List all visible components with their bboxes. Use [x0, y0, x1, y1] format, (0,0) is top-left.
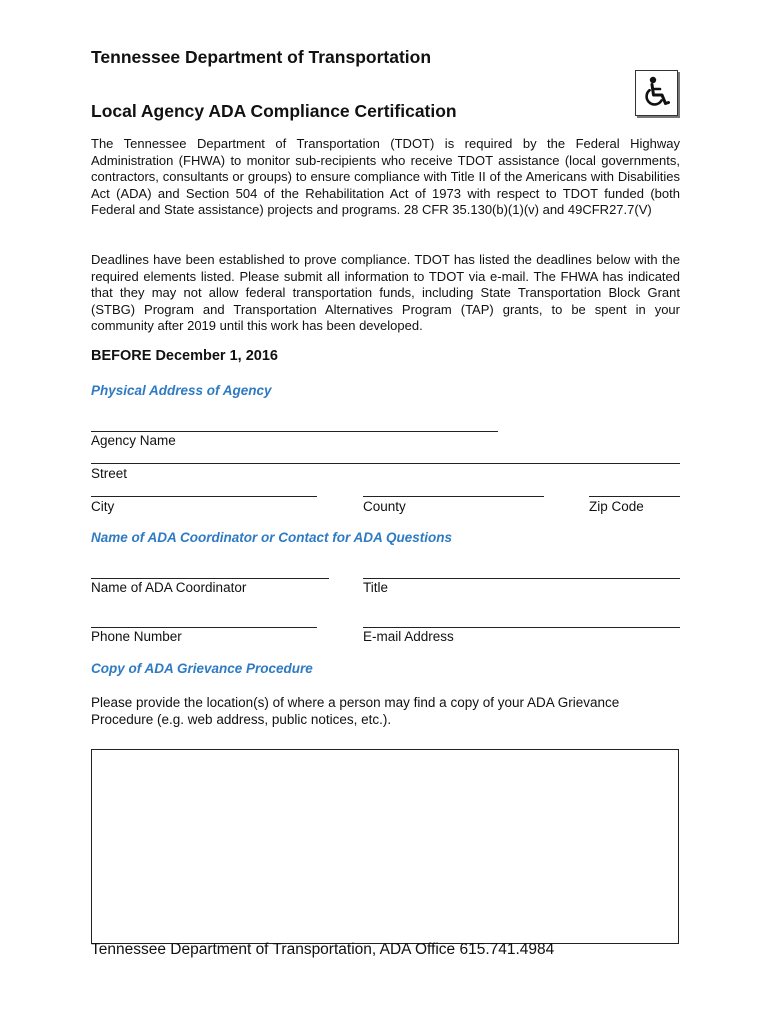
coordinator-section-title: Name of ADA Coordinator or Contact for ADA Questions: [91, 530, 453, 545]
zip-code-label: Zip Code: [589, 499, 644, 514]
coordinator-title-label: Title: [363, 580, 389, 595]
phone-number-field[interactable]: [91, 627, 317, 628]
intro-paragraph-1: The Tennessee Department of Transportation (TDOT) is required by the Federal Highway Administration (FHWA) to monitor sub-recipients who receive TDOT assistance (local governments, contractors, consultants or groups) to ensure compliance with Title II of the Americans with Disabilities Act (ADA) and Section 504 of the Rehabilitation Act of 1973 with respect to TDOT funded (both Federal and State assistance) projects and programs. 28 CFR 35.130(b)(1)(v) and 49CFR27.7(V): [91, 136, 680, 218]
grievance-location-textbox[interactable]: [91, 749, 679, 944]
form-title: Local Agency ADA Compliance Certification: [91, 101, 457, 121]
coordinator-name-field[interactable]: [91, 578, 329, 579]
wheelchair-accessibility-icon: [641, 76, 672, 110]
agency-name-label: Agency Name: [91, 433, 176, 448]
accessibility-logo: [635, 70, 678, 116]
footer-contact: Tennessee Department of Transportation, ADA Office 615.741.4984: [91, 941, 555, 958]
grievance-instructions: Please provide the location(s) of where a person may find a copy of your ADA Grievance Procedure (e.g. web address, public notices, etc.).: [91, 695, 620, 727]
street-field[interactable]: [91, 463, 680, 464]
coordinator-name-label: Name of ADA Coordinator: [91, 580, 247, 595]
city-label: City: [91, 499, 115, 514]
zip-code-field[interactable]: [589, 496, 680, 497]
agency-name-field[interactable]: [91, 431, 498, 432]
address-section-title: Physical Address of Agency: [91, 383, 272, 398]
phone-number-label: Phone Number: [91, 629, 182, 644]
street-label: Street: [91, 466, 128, 481]
county-label: County: [363, 499, 406, 514]
department-title: Tennessee Department of Transportation: [91, 47, 432, 67]
email-address-label: E-mail Address: [363, 629, 454, 644]
county-field[interactable]: [363, 496, 544, 497]
grievance-section-title: Copy of ADA Grievance Procedure: [91, 661, 313, 676]
city-field[interactable]: [91, 496, 317, 497]
coordinator-title-field[interactable]: [363, 578, 680, 579]
deadline-heading: BEFORE December 1, 2016: [91, 348, 278, 364]
intro-paragraph-2: Deadlines have been established to prove compliance. TDOT has listed the deadlines below with the required elements listed. Please submit all information to TDOT via e-mail. The FHWA has indicated that they may not allow federal transportation funds, including State Transportation Block Grant (STBG) Program and Transportation Alternatives Program (TAP) grants, to be spent in your community after 2019 until this work has been developed.: [91, 252, 680, 334]
email-address-field[interactable]: [363, 627, 680, 628]
